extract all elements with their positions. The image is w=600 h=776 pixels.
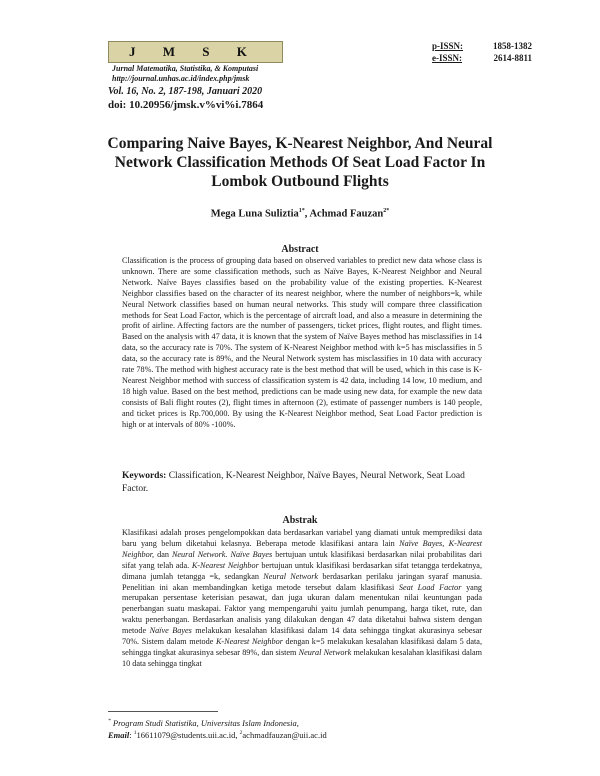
email-colon: : — [129, 730, 132, 740]
footnote-rule — [108, 711, 218, 712]
abstrak-italic: Seat Load Factor — [398, 582, 462, 592]
abstrak-italic: Naïve Bayes — [149, 626, 192, 636]
journal-acronym: J M S K — [129, 44, 259, 59]
abstrak-italic: K-Nearest Neighbor — [191, 560, 259, 570]
abstrak-seg: melakukan kesalahan klasifikasi dalam 14 data sehingga tingkat akurasinya sebesar 70%. Sistem dalam metode — [122, 626, 482, 647]
abstrak-seg: yang merupakan persentase keterisian pesawat, dan juga ukuran dalam menentukan nilai keuntungan pada penerbangan suatu maskapai. Faktor yang mempengaruhi yaitu jumlah penumpang, harga tiket, rute, dan waktu penerbangan. Berdasarkan analisis yang dilakukan dengan 47 data diketahui bahwa sistem dengan metode — [122, 582, 482, 636]
keywords-label: Keywords: — [122, 471, 167, 481]
affiliation-text: Program Studi Statistika, Universitas Islam Indonesia, — [112, 718, 299, 728]
p-issn-label: p-ISSN: — [432, 41, 464, 51]
email-1[interactable]: 16611079@students.uii.ac.id, — [136, 730, 238, 740]
email-2-mark: 2 — [239, 730, 243, 737]
author-1: Mega Luna Suliztia — [210, 208, 299, 220]
footnote-affiliation — [108, 718, 299, 728]
p-issn — [432, 41, 532, 51]
abstrak-seg: dengan k=5 melakukan kesalahan klasifikasi dalam 5 data, sehingga tingkat akurasinya sebesar 89%, dan sistem — [122, 637, 482, 657]
email-label: Email — [108, 730, 130, 740]
abstrak-italic: Neural Network. Naïve Bayes — [171, 549, 273, 559]
email-2[interactable]: achmadfauzan@uii.ac.id — [242, 730, 327, 740]
abstrak-heading: Abstrak — [282, 515, 318, 526]
journal-url[interactable]: http://journal.unhas.ac.id/index.php/jmsk — [112, 74, 250, 83]
abstract-text: Classification is the process of grouping data based on observed variables to predict new data whose class is unknown. There are some classification methods, such as Naïve Bayes, K-Nearest Neighbor and Neural Network. Naïve Bayes classifies based on the probability value of the existing properties. K-Nearest Neighbor classifies based on the character of its nearest neighbor, where the number of neighbors=k, while Neural Network classifies based on human neural networks. This study will compare three classification methods for Seat Load Factor, which is the percentage of aircraft load, and also a measure in determining the profit of airline. Affecting factors are the number of passengers, ticket prices, flight routes, and flight times. Based on the analysis with 47 data, it is known that the system of Naïve Bayes method has misclassifies in 14 data, so the accuracy rate is 70%. The system of K-Nearest Neighbor method with k=5 has misclassifies in 5 data, so the accuracy rate is 89%, and the Neural Network system has misclassifies in 10 data with accuracy rate 78%. The method with highest accuracy rate is the best method that will be used, which in this case is K-Nearest Neighbor method with success of classification system is 42 data, including 14 low, 10 medium, and 18 high value. Based on the best method, predictions can be made using new data, for example the new data consists of Bali flight routes (2), flight times in afternoon (2), estimate of passenger numbers is 140 people, and ticket prices is Rp.700,000. By using the K-Nearest Neighbor method, Seat Load Factor prediction is high or at intervals of 80% -100%. — [122, 256, 482, 429]
journal-logo-box — [108, 41, 283, 63]
e-issn-value: 2614-8811 — [493, 53, 532, 63]
abstrak-seg: bertujuan untuk klasifikasi berdasarkan sifat tetangga terdekatnya, dimana jumlah tetangga =k, sedangkan — [122, 560, 482, 581]
abstrak-seg: bertujuan untuk klasifikasi berdasarkan nilai probabilitas dari sifat yang telah ada. — [122, 549, 482, 570]
abstrak-seg: melakukan kesalahan klasifikasi dalam 10 data sehingga tingkat — [122, 647, 482, 668]
e-issn — [432, 53, 532, 63]
abstract-heading: Abstract — [281, 244, 319, 255]
abstrak-text — [122, 528, 482, 670]
footnote-emails — [108, 730, 327, 740]
author-1-mark: 1* — [298, 208, 305, 214]
author-separator: , — [304, 208, 310, 220]
p-issn-value: 1858-1382 — [493, 41, 532, 51]
keywords-list: Classification, K-Nearest Neighbor, Naïve Bayes, Neural Network, Seat Load Factor. — [122, 471, 465, 494]
journal-doi[interactable]: doi: 10.20956/jmsk.v%vi%i.7864 — [108, 99, 264, 111]
abstrak-seg: Klasifikasi adalah proses pengelompokkan data berdasarkan variabel yang diamati untuk memprediksi data baru yang belum diketahui kelasnya. Beberapa metode klasifikasi antara lain — [122, 528, 482, 548]
abstrak-italic: Neural Network — [298, 647, 352, 657]
abstrak-italic: Naïve Bayes, K-Nearest Neighbor, — [122, 538, 483, 559]
journal-volume: Vol. 16, No. 2, 187-198, Januari 2020 — [108, 86, 263, 97]
author-2-mark: 2* — [383, 208, 390, 214]
e-issn-label: e-ISSN: — [432, 53, 463, 63]
author-line — [150, 208, 450, 220]
abstrak-italic: K-Nearest Neighbor — [215, 637, 283, 647]
author-2: Achmad Fauzan — [309, 208, 384, 220]
footnote-marker: * — [108, 718, 111, 725]
journal-name: Jurnal Matematika, Statistika, & Komputasi — [112, 64, 259, 73]
abstrak-italic: Neural Network — [263, 571, 319, 581]
abstrak-seg: dan — [154, 549, 172, 559]
email-1-mark: 1 — [133, 730, 137, 737]
keywords — [122, 470, 482, 496]
abstrak-seg: berdasarkan perilaku jaringan syaraf manusia. Penelitian ini akan membandingkan ketiga metode tersebut dalam klasifikasi — [122, 571, 482, 592]
paper-title: Comparing Naive Bayes, K-Nearest Neighbor, And Neural Network Classification Methods Of Seat Load Factor In Lombok Outbound Flights — [107, 135, 493, 190]
